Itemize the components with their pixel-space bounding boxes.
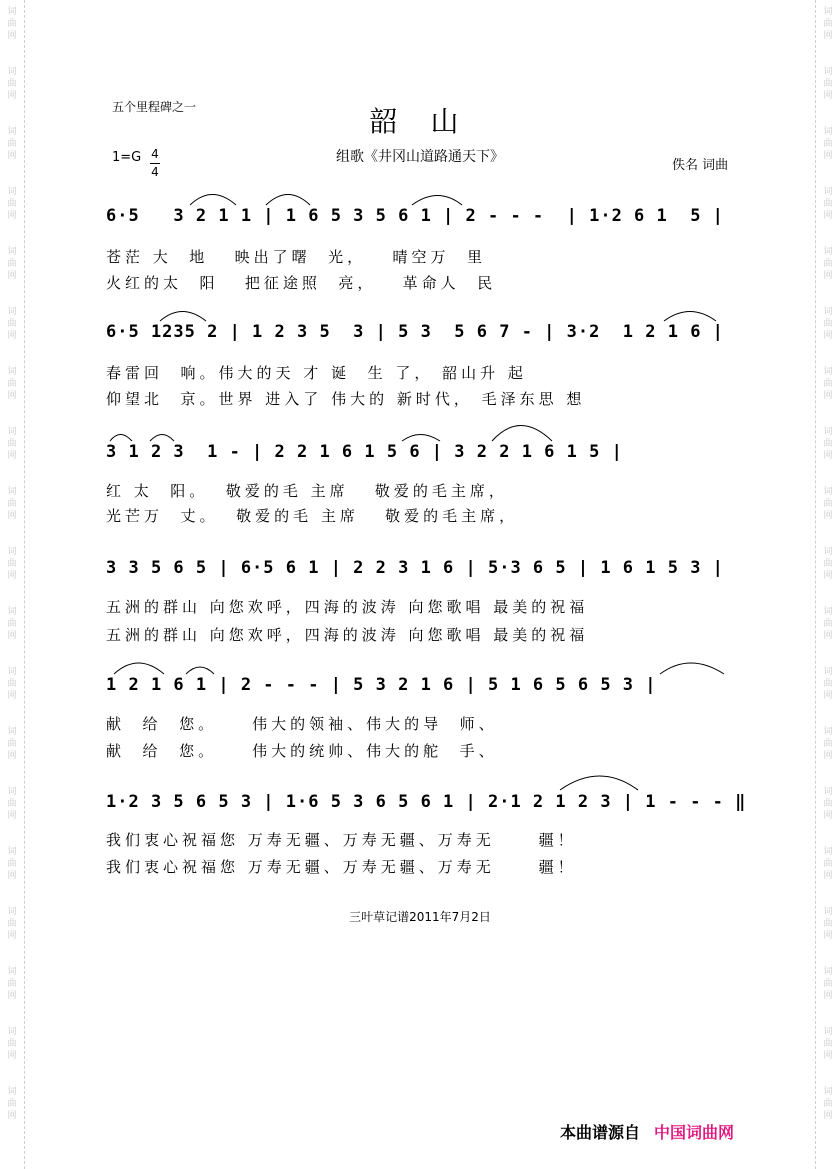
watermark-text: 词曲网: [7, 667, 17, 701]
watermark-text: 词曲网: [823, 547, 833, 581]
slur-arc: [114, 663, 164, 674]
key-signature: 1=G: [112, 150, 142, 165]
song-title: 韶 山: [369, 105, 471, 138]
watermark-text: 词曲网: [7, 7, 17, 41]
lyric-line-2-verse-1: 春雷回 响。伟大的天 才 诞 生 了， 韶山升 起: [106, 364, 527, 382]
watermark-text: 词曲网: [7, 367, 17, 401]
lyric-line-2-verse-2: 仰望北 京。世界 进入了 伟大的 新时代， 毛泽东思 想: [106, 390, 586, 408]
watermark-text: 词曲网: [823, 787, 833, 821]
notation-line-3: 3 1 2 3 1 - | 2 2 1 6 1 5 6 | 3 2 2 1 6 1 5 |: [106, 442, 623, 462]
slur-arc: [186, 667, 214, 674]
song-subtitle: 组歌《井冈山道路通天下》: [336, 149, 504, 165]
watermark-text: 词曲网: [823, 727, 833, 761]
source-credit: [560, 1120, 734, 1143]
notation-line-2: 6·5 1235 2 | 1 2 3 5 3 | 5 3 5 6 7 - | 3·2 1 2 1 6 |: [106, 322, 724, 342]
watermark-text: 词曲网: [7, 787, 17, 821]
watermark-text: 词曲网: [823, 367, 833, 401]
watermark-text: 词曲网: [7, 547, 17, 581]
meter-top: 4: [151, 147, 159, 161]
slur-arc: [190, 195, 236, 206]
watermark-text: 词曲网: [7, 427, 17, 461]
source-label: 本曲谱源自: [559, 1123, 640, 1142]
watermark-text: 词曲网: [823, 487, 833, 521]
lyric-line-3-verse-2: 光芒万 丈。 敬爱的毛 主席 敬爱的毛主席，: [106, 507, 519, 525]
watermark-text: 词曲网: [7, 487, 17, 521]
author-credit: 佚名 词曲: [672, 158, 729, 173]
lyric-line-6-verse-2: 我们衷心祝福您 万寿无疆、万寿无疆、万寿无 疆！: [106, 858, 577, 876]
watermark-text: 词曲网: [823, 247, 833, 281]
notation-line-6: 1·2 3 5 6 5 3 | 1·6 5 3 6 5 6 1 | 2·1 2 1 2 3 | 1 - - - ‖: [106, 792, 747, 812]
lyric-line-5-verse-2: 献 给 您。 伟大的统帅、伟大的舵 手、: [106, 742, 498, 760]
watermark-text: 词曲网: [823, 1027, 833, 1061]
watermark-text: 词曲网: [823, 67, 833, 101]
watermark-text: 词曲网: [7, 247, 17, 281]
watermark-text: 词曲网: [823, 967, 833, 1001]
lyric-line-1-verse-1: 苍茫 大 地 映出了曙 光， 晴空万 里: [106, 248, 486, 266]
watermark-text: 词曲网: [823, 187, 833, 221]
watermark-text: 词曲网: [7, 727, 17, 761]
watermark-text: 词曲网: [823, 127, 833, 161]
series-label: 五个里程碑之一: [112, 100, 197, 114]
watermark-text: 词曲网: [823, 1087, 833, 1121]
recorder-note: 三叶草记谱2011年7月2日: [349, 910, 491, 924]
watermark-text: 词曲网: [823, 427, 833, 461]
slur-arc: [560, 776, 638, 790]
watermark-text: 词曲网: [7, 127, 17, 161]
lyric-line-4-verse-1: 五洲的群山 向您欢呼，四海的波涛 向您歌唱 最美的祝福: [106, 598, 589, 616]
watermark-text: 词曲网: [823, 307, 833, 341]
notation-line-1: 6·5 3 2 1 1 | 1 6 5 3 5 6 1 | 2 - - - | 1·2 6 1 5 |: [106, 206, 724, 226]
slur-arc: [402, 435, 440, 442]
watermark-text: 词曲网: [823, 907, 833, 941]
lyric-line-1-verse-2: 火红的太 阳 把征途照 亮， 革命人 民: [106, 274, 497, 292]
lyric-line-6-verse-1: 我们衷心祝福您 万寿无疆、万寿无疆、万寿无 疆！: [106, 831, 577, 849]
watermark-text: 词曲网: [7, 307, 17, 341]
slur-arc: [412, 196, 462, 206]
notation-line-5: 1 2 1 6 1 | 2 - - - | 5 3 2 1 6 | 5 1 6 5 6 5 3 |: [106, 675, 657, 695]
watermark-text: 词曲网: [7, 1087, 17, 1121]
watermark-text: 词曲网: [7, 187, 17, 221]
watermark-text: 词曲网: [7, 1027, 17, 1061]
watermark-text: 词曲网: [823, 7, 833, 41]
watermark-text: 词曲网: [823, 847, 833, 881]
watermark-text: 词曲网: [7, 67, 17, 101]
notation-line-4: 3 3 5 6 5 | 6·5 6 1 | 2 2 3 1 6 | 5·3 6 5 | 1 6 1 5 3 |: [106, 558, 724, 578]
meter-bottom: 4: [151, 165, 159, 179]
lyric-line-4-verse-2: 五洲的群山 向您欢呼，四海的波涛 向您歌唱 最美的祝福: [106, 626, 589, 644]
slur-arc: [660, 663, 724, 674]
lyric-line-5-verse-1: 献 给 您。 伟大的领袖、伟大的导 师、: [106, 715, 498, 733]
source-brand-link[interactable]: 中国词曲网: [653, 1123, 734, 1142]
slur-arc: [664, 312, 716, 322]
watermark-text: 词曲网: [7, 967, 17, 1001]
slur-arc: [492, 426, 552, 442]
watermark-text: 词曲网: [823, 667, 833, 701]
watermark-text: 词曲网: [7, 847, 17, 881]
watermark-text: 词曲网: [823, 607, 833, 641]
slur-arc: [160, 312, 206, 322]
watermark-text: 词曲网: [7, 907, 17, 941]
lyric-line-3-verse-1: 红 太 阳。 敬爱的毛 主席 敬爱的毛主席，: [106, 482, 508, 500]
watermark-text: 词曲网: [7, 607, 17, 641]
slur-arc: [266, 195, 310, 206]
slur-arc: [150, 435, 174, 442]
slur-arc: [110, 435, 132, 442]
